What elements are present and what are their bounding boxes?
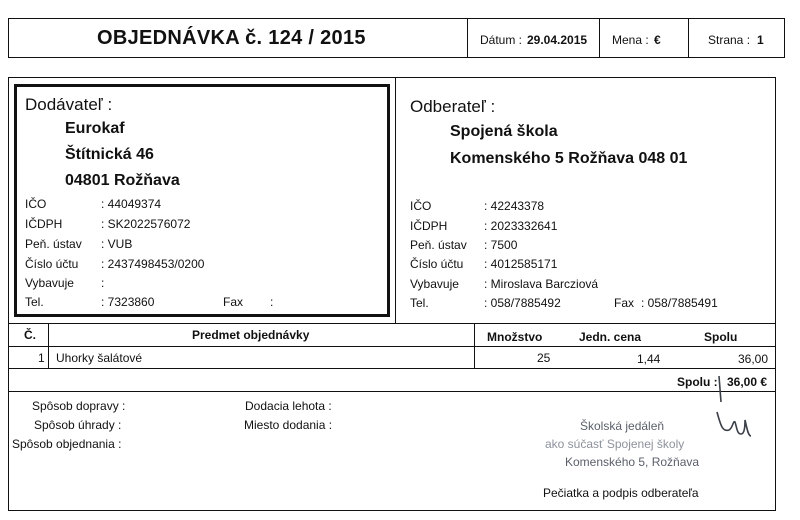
delivery-label: Dodacia lehota : <box>245 399 332 413</box>
signature-label: Pečiatka a podpis odberateľa <box>543 486 699 500</box>
supplier-tel-label: Tel. <box>25 295 44 309</box>
supplier-fax-label: Fax <box>223 295 244 309</box>
date-value: 29.04.2015 <box>527 33 588 47</box>
buyer-tel-label: Tel. <box>410 296 429 310</box>
supplier-tel-value: : 7323860 <box>101 295 155 309</box>
buyer-address: Komenského 5 Rožňava 048 01 <box>450 150 688 167</box>
buyer-heading: Odberateľ : <box>410 97 496 116</box>
stamp-line-1: Školská jedáleň <box>580 419 665 433</box>
buyer-tel-value: : 058/7885492 <box>484 296 561 310</box>
supplier-ico-value: : 44049374 <box>101 197 162 211</box>
row-qty: 25 <box>537 351 551 365</box>
buyer-bank-value: : 7500 <box>484 238 518 252</box>
divider <box>467 18 468 58</box>
sum-label: Spolu : <box>677 375 718 389</box>
document-title: OBJEDNÁVKA č. 124 / 2015 <box>97 27 366 49</box>
buyer-icdph-label: IČDPH <box>410 219 448 233</box>
supplier-heading: Dodávateľ : <box>25 95 113 114</box>
signature-scribble <box>715 372 775 462</box>
buyer-handler-value: : Miroslava Barcziová <box>484 277 599 291</box>
buyer-bank-label: Peň. ústav <box>410 238 467 252</box>
buyer-fax-label: Fax <box>614 296 635 310</box>
supplier-account-value: : 2437498453/0200 <box>101 257 205 271</box>
supplier-account-label: Číslo účtu <box>25 257 79 271</box>
supplier-bank-label: Peň. ústav <box>25 237 82 251</box>
table-header-rule <box>8 346 776 347</box>
table-row-rule <box>8 368 776 369</box>
col-item: Predmet objednávky <box>192 328 310 342</box>
sum-value: 36,00 € <box>727 375 768 389</box>
row-unit-price: 1,44 <box>637 352 661 366</box>
supplier-handler-label: Vybavuje <box>25 276 74 290</box>
buyer-name: Spojená škola <box>450 123 558 140</box>
divider <box>688 18 689 58</box>
buyer-ico-value: : 42243378 <box>484 199 545 213</box>
page-label: Strana : <box>708 33 751 47</box>
buyer-ico-label: IČO <box>410 199 432 213</box>
buyer-icdph-value: : 2023332641 <box>484 219 558 233</box>
supplier-icdph-value: : SK2022576072 <box>101 217 191 231</box>
supplier-name: Eurokaf <box>65 120 125 137</box>
ordering-label: Spôsob objednania : <box>12 437 122 451</box>
buyer-fax-value: : 058/7885491 <box>641 296 718 310</box>
divider <box>474 323 475 368</box>
col-total: Spolu <box>704 330 738 344</box>
divider <box>48 323 49 368</box>
row-total: 36,00 <box>738 352 769 366</box>
supplier-ico-label: IČO <box>25 197 47 211</box>
currency-value: € <box>654 33 661 47</box>
transport-label: Spôsob dopravy : <box>32 399 126 413</box>
payment-label: Spôsob úhrady : <box>34 418 122 432</box>
supplier-fax-value: : <box>270 295 274 309</box>
buyer-account-value: : 4012585171 <box>484 257 558 271</box>
stamp-line-3: Komenského 5, Rožňava <box>565 455 700 469</box>
supplier-street: Štítnická 46 <box>65 146 154 163</box>
col-unit-price: Jedn. cena <box>579 330 642 344</box>
divider <box>395 77 396 323</box>
row-no: 1 <box>38 351 45 365</box>
buyer-handler-label: Vybavuje <box>410 277 459 291</box>
supplier-city: 04801 Rožňava <box>65 172 180 189</box>
stamp-line-2: ako súčasť Spojenej školy <box>545 437 685 451</box>
supplier-handler-value: : <box>101 276 105 290</box>
place-label: Miesto dodania : <box>244 418 333 432</box>
buyer-account-label: Číslo účtu <box>410 257 464 271</box>
page-value: 1 <box>757 33 764 47</box>
col-qty: Množstvo <box>487 330 543 344</box>
row-item: Uhorky šalátové <box>56 351 143 365</box>
date-label: Dátum : <box>480 33 523 47</box>
supplier-icdph-label: IČDPH <box>25 217 63 231</box>
currency-label: Mena : <box>612 33 649 47</box>
divider <box>599 18 600 58</box>
table-sum-rule <box>8 391 776 392</box>
col-no: Č. <box>24 328 36 342</box>
supplier-bank-value: : VUB <box>101 237 133 251</box>
table-top-rule <box>8 323 776 324</box>
